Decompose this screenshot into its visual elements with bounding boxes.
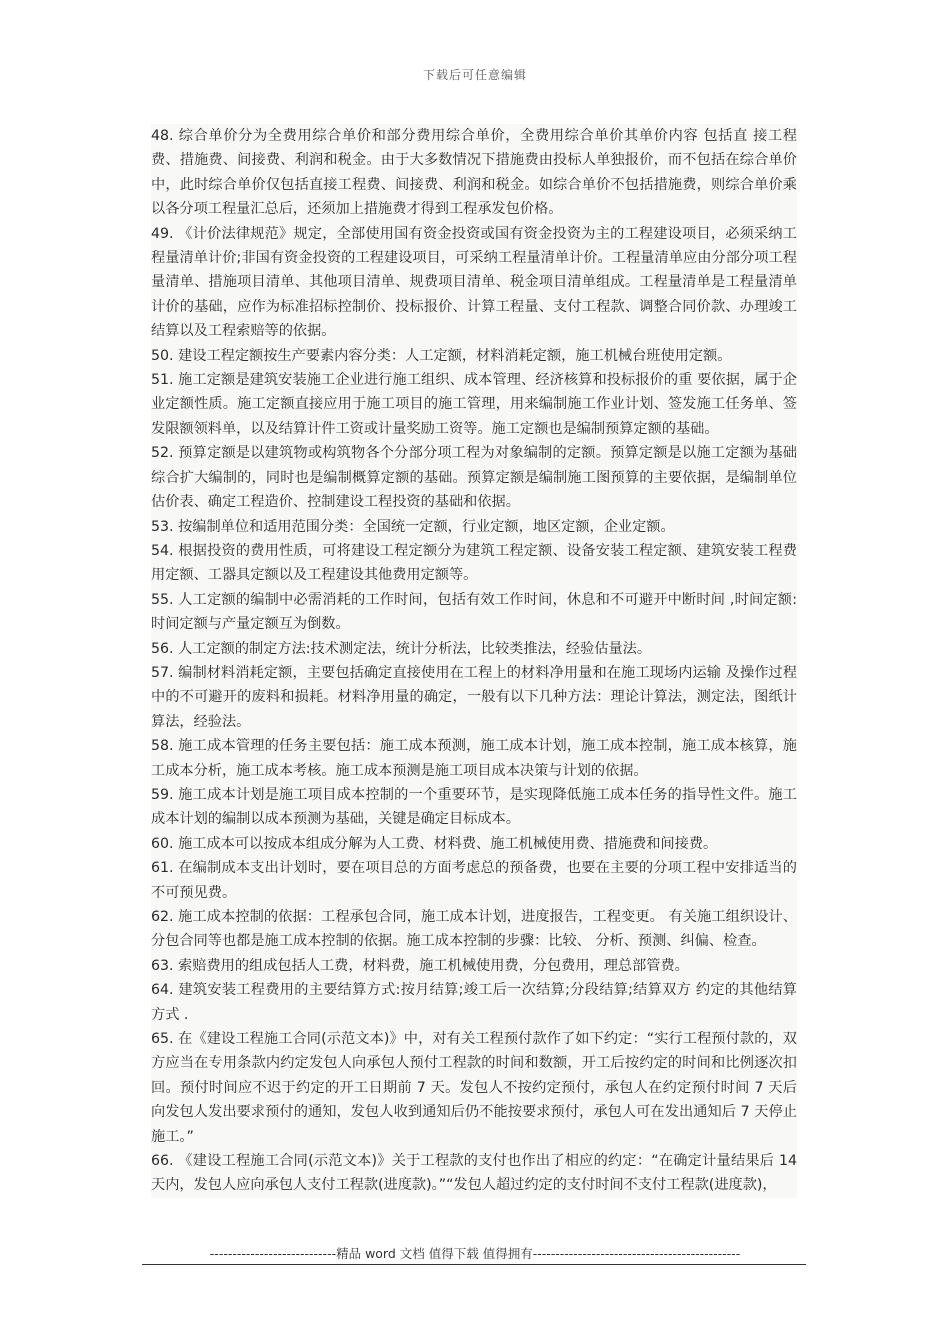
paragraph-60: 60. 施工成本可以按成本组成分解为人工费、材料费、施工机械使用费、措施费和间接费。 [151, 835, 718, 852]
paragraph-65: 65. 在《建设工程施工合同(示范文本)》中，对有关工程预付款作了如下约定：“实行工程预付款的，双方应当在专用条款内约定发包人向承包人预付工程款的时间和数额，开工后按约定的时间和比例逐次扣回。预付时间应不迟于约定的开工日期前 7 天。发包人不按约定预付，承包人在约定预付时间 7 天后向发包人发出要求预付的通知，发包人收到通知后仍不能按要求预付，承包人可在发出通知后 7 天停止施工。” [151, 1031, 797, 1145]
paragraph-51: 51. 施工定额是建筑安装施工企业进行施工组织、成本管理、经济核算和投标报价的重 要依据，属于企业定额性质。施工定额直接应用于施工项目的施工管理，用来编制施工作业计划、签发施工任务单、签发限额领料单，以及结算计件工资或计量奖励工资等。施工定额也是编制预算定额的基础。 [151, 372, 797, 437]
paragraph-52: 52. 预算定额是以建筑物或构筑物各个分部分项工程为对象编制的定额。预算定额是以施工定额为基础综合扩大编制的，同时也是编制概算定额的基础。预算定额是编制施工图预算的主要依据，是编制单位估价表、确定工程造价、控制建设工程投资的基础和依据。 [151, 445, 797, 511]
paragraph-49: 49. 《计价法律规范》规定，全部使用国有资金投资或国有资金投资为主的工程建设项目，必须采纳工程量清单计价;非国有资金投资的工程建设项目，可采纳工程量清单计价。工程量清单应由分部分项工程量清单、措施项目清单、其他项目清单、规费项目清单、税金项目清单组成。工程量清单是工程量清单计价的基础，应作为标准招标控制价、投标报价、计算工程量、支付工程款、调整合同价款、办理竣工结算以及工程索赔等的依据。 [151, 225, 797, 340]
paragraph-48: 48. 综合单价分为全费用综合单价和部分费用综合单价，全费用综合单价其单价内容 包括直 接工程费、措施费、间接费、利润和税金。由于大多数情况下措施费由投标人单独报价，而不包括在综合单价中，此时综合单价仅包括直接工程费、间接费、利润和税金。如综合单价不包括措施费，则综合单价乘以各分项工程量汇总后，还须加上措施费才得到工程承发包价格。 [151, 128, 797, 218]
paragraph-53: 53. 按编制单位和适用范围分类：全国统一定额，行业定额，地区定额，企业定额。 [151, 518, 675, 535]
paragraph-55: 55. 人工定额的编制中必需消耗的工作时间，包括有效工作时间，休息和不可避开中断时间 ,时间定额:时间定额与产量定额互为倒数。 [151, 591, 797, 633]
paragraph-62: 62. 施工成本控制的依据：工程承包合同，施工成本计划，进度报告，工程变更。 有关施工组织设计、分包合同等也都是施工成本控制的依据。施工成本控制的步骤：比较、 分析、预测、纠偏、检查。 [151, 909, 797, 950]
paragraph-50: 50. 建设工程定额按生产要素内容分类：人工定额，材料消耗定额，施工机械台班使用定额。 [151, 347, 732, 364]
paragraph-66: 66. 《建设工程施工合同(示范文本)》关于工程款的支付也作出了相应的约定：“在确定计量结果后 14 天内，发包人应向承包人支付工程款(进度款)。”“发包人超过约定的支付时间不支付工程款(进度款)， [151, 1153, 797, 1194]
paragraph-57: 57. 编制材料消耗定额，主要包括确定直接使用在工程上的材料净用量和在施工现场内运输 及操作过程中的不可避开的废料和损耗。材料净用量的确定，一般有以下几种方法：理论计算法，测定法，图纸计算法，经验法。 [151, 664, 797, 730]
paragraph-61: 61. 在编制成本支出计划时，要在项目总的方面考虑总的预备费，也要在主要的分项工程中安排适当的不可预见费。 [151, 860, 797, 901]
document-body [151, 124, 797, 1198]
paragraph-63: 63. 索赔费用的组成包括人工费，材料费，施工机械使用费，分包费用，理总部管费。 [151, 957, 689, 974]
paragraph-64: 64. 建筑安装工程费用的主要结算方式:按月结算;竣工后一次结算;分段结算;结算双方 约定的其他结算方式 . [151, 982, 797, 1023]
paragraph-56: 56. 人工定额的制定方法:技术测定法，统计分析法，比较类推法，经验估量法。 [151, 640, 652, 657]
page-footer: ----------------------------精品 word 文档 值得下载 值得拥有---------------------------------------------- [209, 1246, 741, 1261]
paragraph-58: 58. 施工成本管理的任务主要包括：施工成本预测，施工成本计划，施工成本控制，施工成本核算，施工成本分析，施工成本考核。施工成本预测是施工项目成本决策与计划的依据。 [151, 738, 797, 779]
page-header: 下载后可任意编辑 [422, 68, 527, 82]
paragraph-59: 59. 施工成本计划是施工项目成本控制的一个重要环节，是实现降低施工成本任务的指导性文件。施工成本计划的编制以成本预测为基础，关键是确定目标成本。 [151, 786, 797, 828]
paragraph-54: 54. 根据投资的费用性质，可将建设工程定额分为建筑工程定额、设备安装工程定额、建筑安装工程费用定额、工器具定额以及工程建设其他费用定额等。 [151, 542, 797, 584]
footer-divider [142, 1264, 806, 1265]
